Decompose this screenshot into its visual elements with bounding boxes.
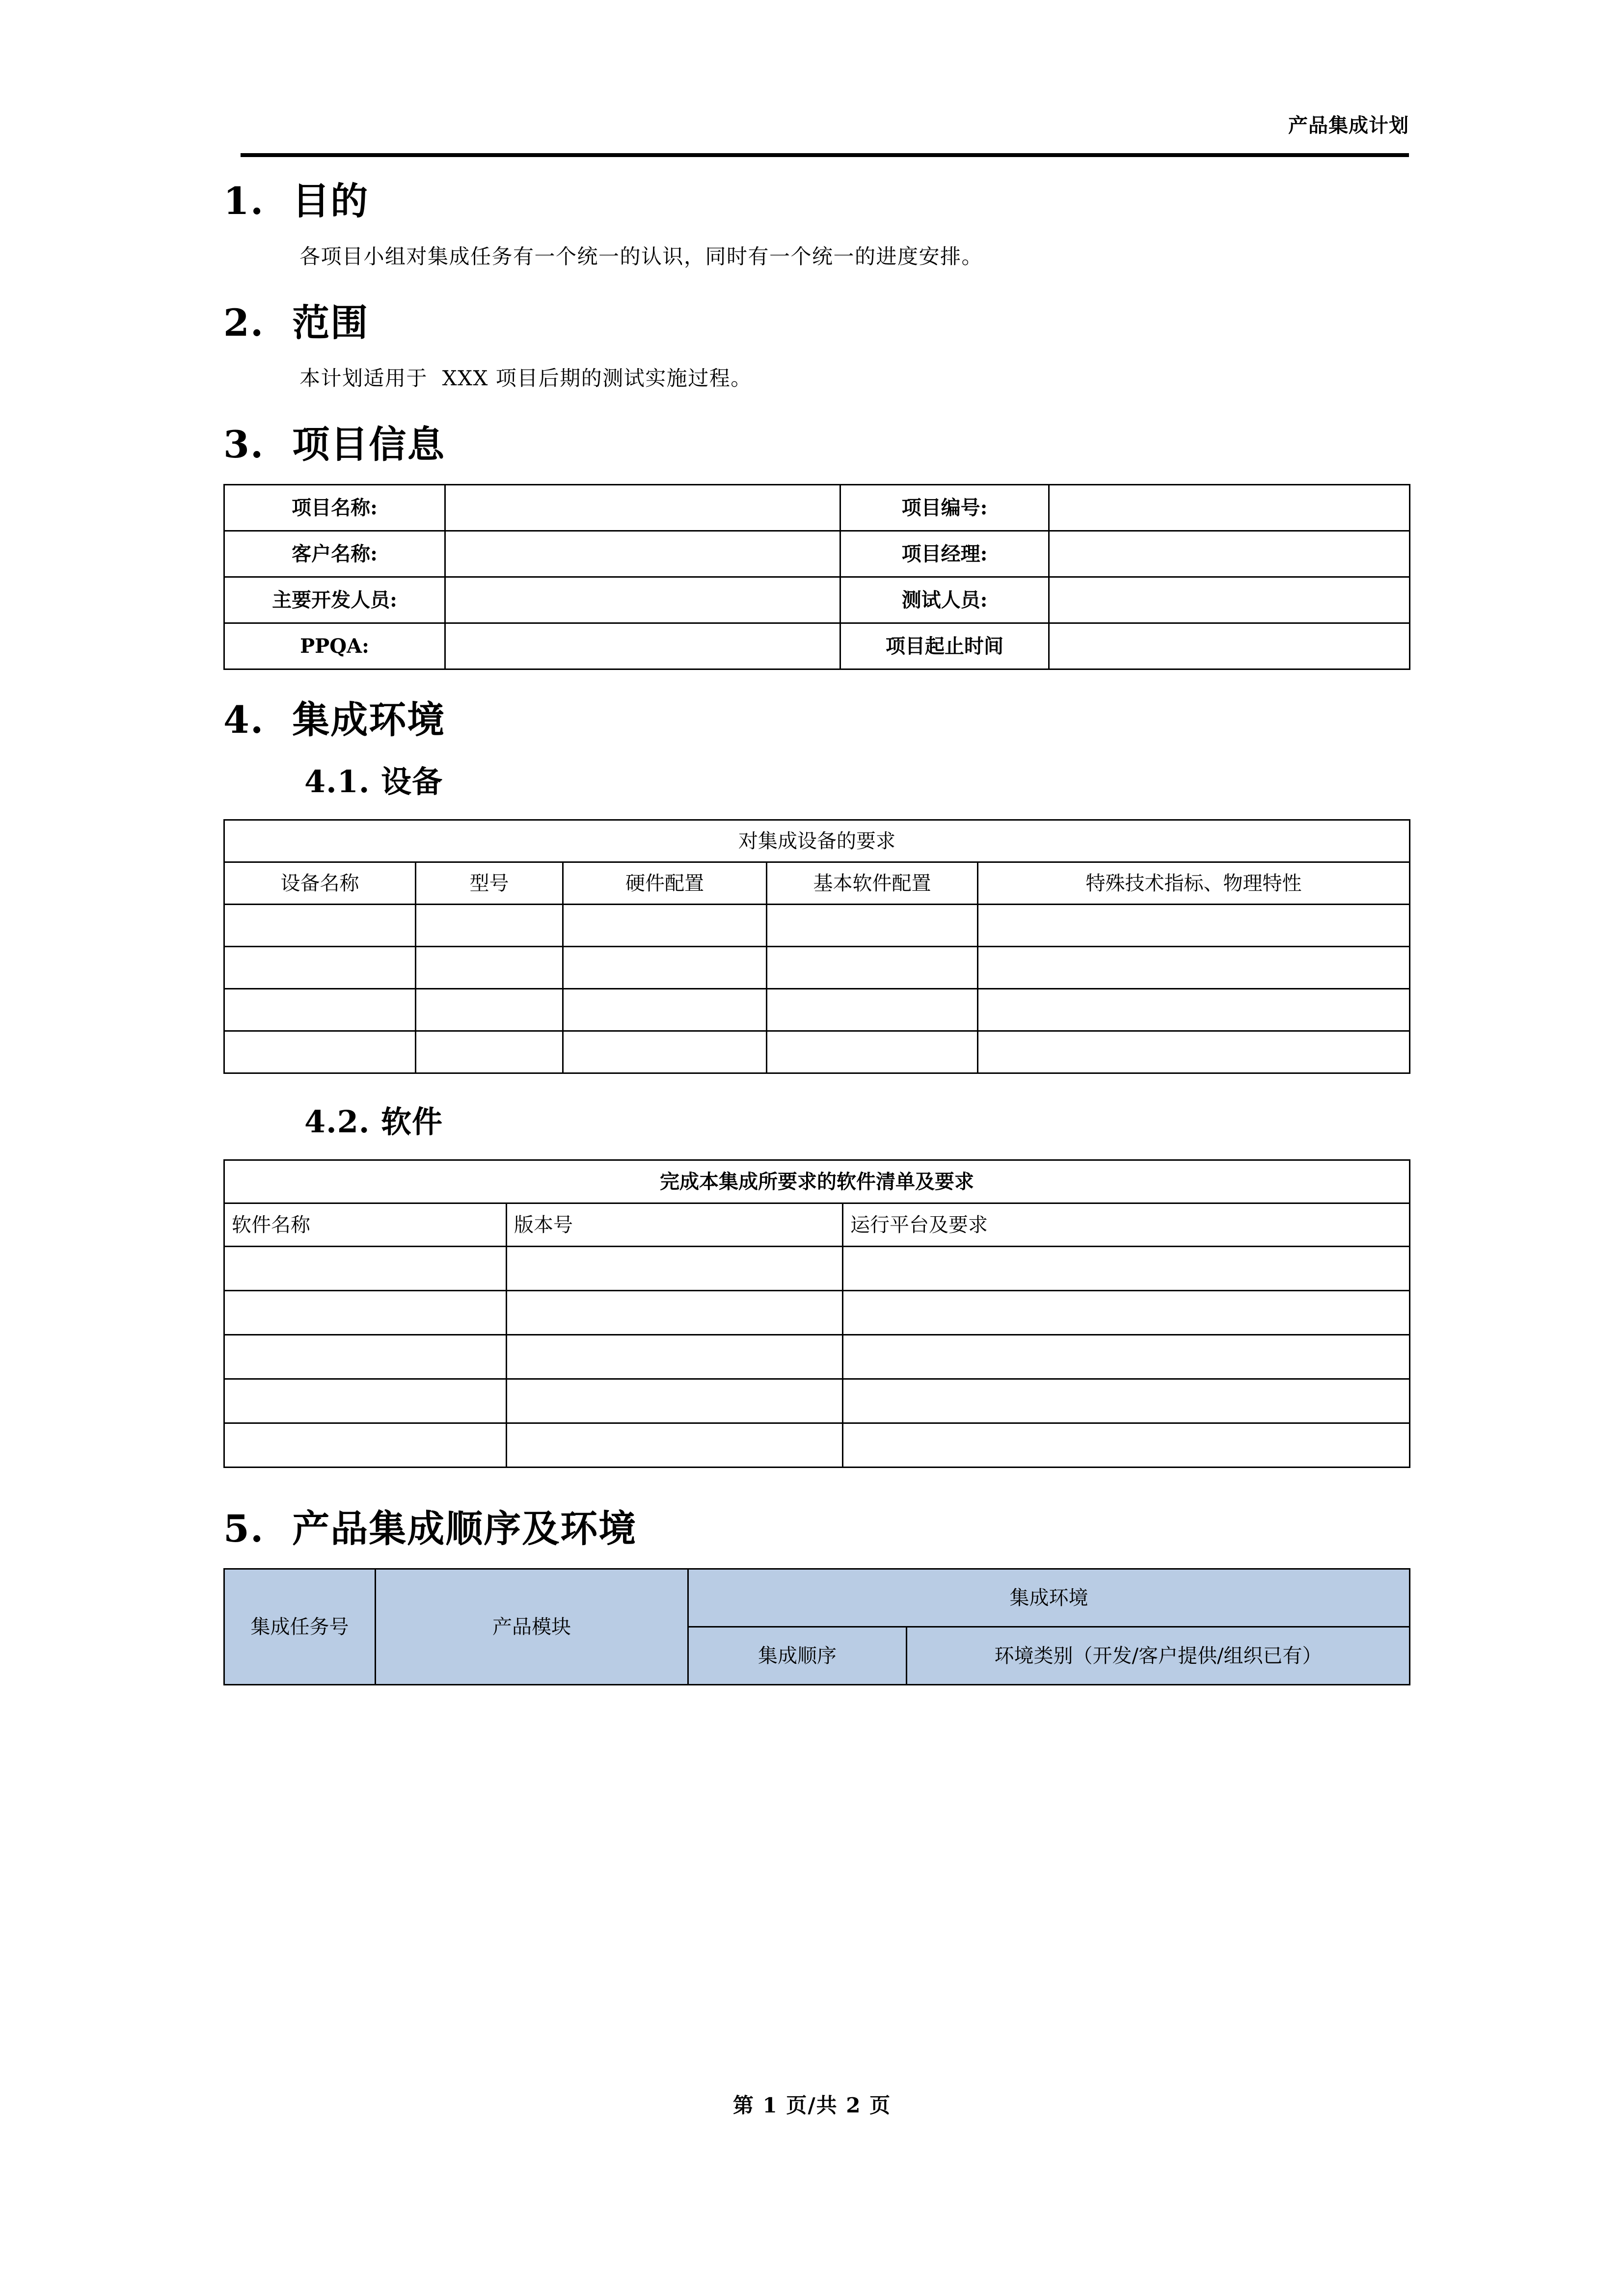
cell-software-name[interactable] — [224, 1247, 507, 1291]
spacer — [223, 670, 1411, 695]
value-project-number[interactable] — [1049, 485, 1410, 531]
header-title: 产品集成计划 — [1288, 114, 1409, 137]
heading-integration-environment: 4. 集成环境 — [223, 698, 446, 742]
table-row — [224, 905, 1410, 947]
cell-platform-requirements[interactable] — [843, 1291, 1410, 1335]
page-number: 第 1 页/共 2 页 — [732, 2093, 892, 2117]
table-row — [224, 1291, 1410, 1335]
table-row-header — [224, 1569, 1410, 1627]
spacer — [223, 347, 1411, 362]
cell-model[interactable] — [416, 905, 563, 947]
column-basic-software-config: 基本软件配置 — [767, 862, 978, 905]
page-header — [241, 112, 1409, 157]
value-main-developers[interactable] — [445, 577, 840, 623]
column-integration-order: 集成顺序 — [688, 1627, 907, 1685]
table-row — [224, 485, 1410, 531]
spacer — [223, 804, 1411, 819]
cell-model[interactable] — [416, 1031, 563, 1073]
column-platform-requirements: 运行平台及要求 — [843, 1203, 1410, 1247]
cell-version[interactable] — [507, 1291, 843, 1335]
table-row — [224, 1423, 1410, 1468]
column-model: 型号 — [416, 862, 563, 905]
heading-integration-order: 5. 产品集成顺序及环境 — [223, 1507, 637, 1550]
spacer — [223, 273, 1411, 298]
label-project-name: 项目名称: — [224, 485, 445, 531]
cell-special-specs[interactable] — [978, 989, 1410, 1031]
value-project-name[interactable] — [445, 485, 840, 531]
cell-equipment-name[interactable] — [224, 905, 416, 947]
cell-platform-requirements[interactable] — [843, 1335, 1410, 1379]
cell-software-name[interactable] — [224, 1379, 507, 1423]
value-ppqa[interactable] — [445, 623, 840, 669]
document-content — [223, 177, 1411, 1685]
table-row — [224, 1031, 1410, 1073]
paragraph-purpose: 各项目小组对集成任务有一个统一的认识，同时有一个统一的进度安排。 — [299, 244, 983, 268]
table-row — [224, 989, 1410, 1031]
spacer — [223, 1553, 1411, 1568]
spacer — [223, 395, 1411, 420]
column-version: 版本号 — [507, 1203, 843, 1247]
cell-platform-requirements[interactable] — [843, 1247, 1410, 1291]
column-hardware-config: 硬件配置 — [563, 862, 767, 905]
cell-equipment-name[interactable] — [224, 1031, 416, 1073]
value-project-duration[interactable] — [1049, 623, 1410, 669]
integration-order-table — [223, 1568, 1410, 1685]
table-row — [224, 1247, 1410, 1291]
cell-basic-software-config[interactable] — [767, 947, 978, 989]
spacer — [223, 469, 1411, 484]
equipment-table — [223, 819, 1410, 1074]
heading-scope: 2. 范围 — [223, 301, 369, 345]
table-row — [224, 623, 1410, 669]
value-project-manager[interactable] — [1049, 531, 1410, 577]
cell-hardware-config[interactable] — [563, 947, 767, 989]
cell-version[interactable] — [507, 1335, 843, 1379]
column-task-number: 集成任务号 — [224, 1569, 376, 1685]
label-testers: 测试人员: — [840, 577, 1049, 623]
cell-special-specs[interactable] — [978, 947, 1410, 989]
spacer — [223, 226, 1411, 240]
cell-software-name[interactable] — [224, 1291, 507, 1335]
label-customer-name: 客户名称: — [224, 531, 445, 577]
table-row — [224, 947, 1410, 989]
cell-equipment-name[interactable] — [224, 947, 416, 989]
heading-purpose: 1. 目的 — [223, 179, 369, 223]
table-row-columns — [224, 862, 1410, 905]
project-info-table — [223, 484, 1410, 670]
cell-special-specs[interactable] — [978, 905, 1410, 947]
table-row-columns — [224, 1203, 1410, 1247]
spacer — [223, 1468, 1411, 1504]
software-table — [223, 1159, 1410, 1468]
table-row — [224, 1379, 1410, 1423]
table-row-header — [224, 820, 1410, 862]
cell-platform-requirements[interactable] — [843, 1379, 1410, 1423]
cell-basic-software-config[interactable] — [767, 905, 978, 947]
paragraph-scope: 本计划适用于 XXX 项目后期的测试实施过程。 — [299, 366, 752, 390]
cell-platform-requirements[interactable] — [843, 1423, 1410, 1468]
cell-version[interactable] — [507, 1379, 843, 1423]
value-customer-name[interactable] — [445, 531, 840, 577]
column-group-environment: 集成环境 — [688, 1569, 1410, 1627]
equipment-table-title: 对集成设备的要求 — [224, 820, 1410, 862]
spacer — [223, 1145, 1411, 1159]
column-environment-type: 环境类别（开发/客户提供/组织已有） — [907, 1627, 1410, 1685]
cell-model[interactable] — [416, 947, 563, 989]
spacer — [223, 1074, 1411, 1099]
label-project-manager: 项目经理: — [840, 531, 1049, 577]
label-project-number: 项目编号: — [840, 485, 1049, 531]
cell-equipment-name[interactable] — [224, 989, 416, 1031]
cell-hardware-config[interactable] — [563, 905, 767, 947]
cell-version[interactable] — [507, 1423, 843, 1468]
table-row-header — [224, 1160, 1410, 1203]
heading-equipment: 4.1. 设备 — [304, 764, 443, 800]
cell-hardware-config[interactable] — [563, 989, 767, 1031]
table-row — [224, 531, 1410, 577]
page-footer — [0, 2092, 1624, 2119]
column-equipment-name: 设备名称 — [224, 862, 416, 905]
heading-project-info: 3. 项目信息 — [223, 423, 446, 466]
cell-special-specs[interactable] — [978, 1031, 1410, 1073]
table-row — [224, 577, 1410, 623]
cell-basic-software-config[interactable] — [767, 989, 978, 1031]
cell-model[interactable] — [416, 989, 563, 1031]
column-software-name: 软件名称 — [224, 1203, 507, 1247]
column-special-specs: 特殊技术指标、物理特性 — [978, 862, 1410, 905]
column-product-module: 产品模块 — [376, 1569, 688, 1685]
cell-software-name[interactable] — [224, 1335, 507, 1379]
cell-software-name[interactable] — [224, 1423, 507, 1468]
label-ppqa: PPQA: — [224, 623, 445, 669]
table-row — [224, 1335, 1410, 1379]
spacer — [223, 745, 1411, 759]
label-project-duration: 项目起止时间 — [840, 623, 1049, 669]
cell-hardware-config[interactable] — [563, 1031, 767, 1073]
cell-version[interactable] — [507, 1247, 843, 1291]
cell-basic-software-config[interactable] — [767, 1031, 978, 1073]
value-testers[interactable] — [1049, 577, 1410, 623]
software-table-title: 完成本集成所要求的软件清单及要求 — [224, 1160, 1410, 1203]
heading-software: 4.2. 软件 — [304, 1104, 443, 1140]
label-main-developers: 主要开发人员: — [224, 577, 445, 623]
